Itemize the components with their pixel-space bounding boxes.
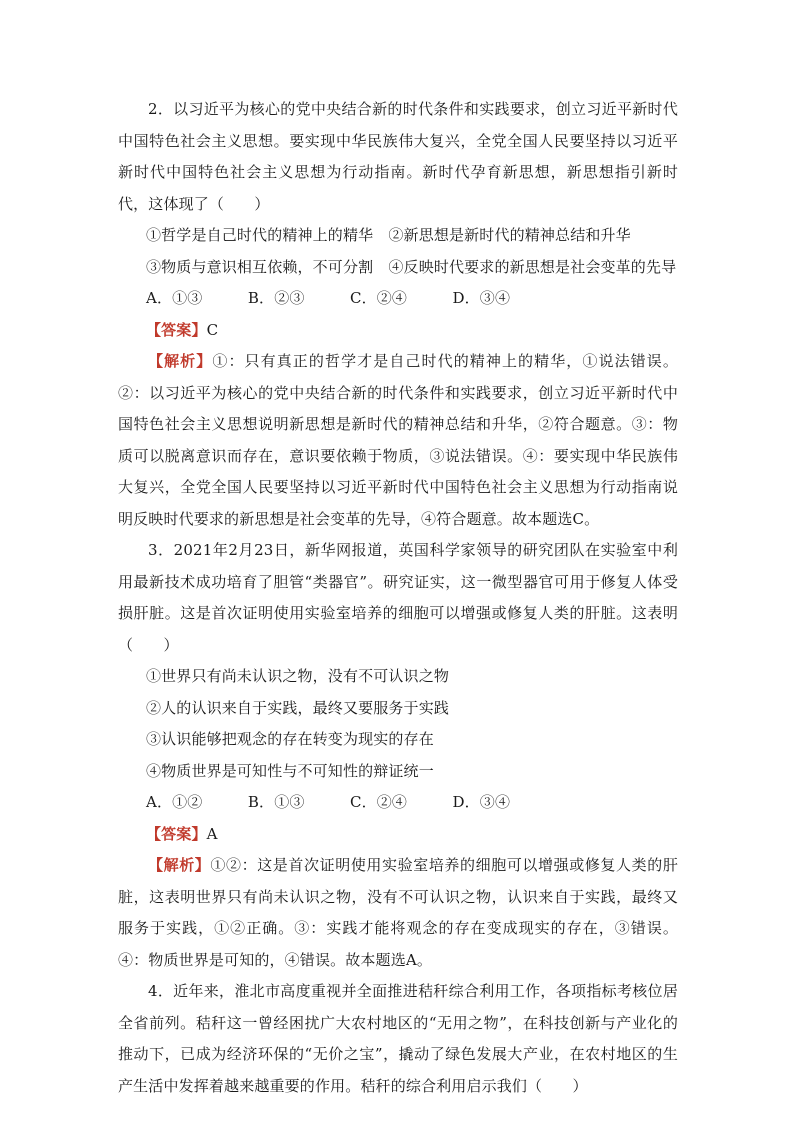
analysis-text: ①②：这是首次证明使用实验室培养的细胞可以增强或修复人类的肝脏，这表明世界只有尚未认识之物，没有不可认识之物，认识来自于实践，最终又服务于实践，①②正确。③：实践才能将观念的存在变成现实的存在，③错误。④：物质世界是可知的，④错误。故本题选A。: [118, 856, 678, 969]
analysis-tag: 【解析】: [148, 352, 213, 370]
question-3-stem: 3．2021年2月23日，新华网报道，英国科学家领导的研究团队在实验室中利用最新技术成功培育了胆管“类器官”。研究证实，这一微型器官可用于修复人体受损肝脏。这是首次证明使用实验室培养的细胞可以增强或修复人类的肝脏。这表明（ ）: [118, 541, 678, 654]
question-3-option-1: ①世界只有尚未认识之物，没有不可认识之物: [146, 667, 450, 685]
question-2-option-line-1: ①哲学是自己时代的精神上的精华 ②新思想是新时代的精神总结和升华: [146, 226, 631, 244]
question-2-stem: 2．以习近平为核心的党中央结合新的时代条件和实践要求，创立习近平新时代中国特色社会主义思想。要实现中华民族伟大复兴，全党全国人民要坚持以习近平新时代中国特色社会主义思想为行动指南。新时代孕育新思想，新思想指引新时代，这体现了（ ）: [118, 100, 678, 213]
question-2-choices: A．①③ B．②③ C．②④ D．③④: [146, 289, 511, 307]
question-2-answer: [118, 315, 678, 347]
answer-value: A: [206, 824, 218, 843]
answer-value: C: [206, 320, 219, 339]
question-3-choices: A．①② B．①③ C．②④ D．③④: [146, 793, 511, 811]
question-3-option-4: ④物质世界是可知性与不可知性的辩证统一: [146, 761, 434, 780]
analysis-tag: 【解析】: [148, 856, 211, 874]
answer-tag: 【答案】: [146, 320, 207, 339]
question-4-stem: 4．近年来，淮北市高度重视并全面推进秸秆综合利用工作，各项指标考核位居全省前列。秸秆这一曾经困扰广大农村地区的“无用之物”，在科技创新与产业化的推动下，已成为经济环保的“无价之宝”，撬动了绿色发展大产业，在农村地区的生产生活中发挥着越来越重要的作用。秸秆的综合利用启示我们（ ）: [118, 982, 678, 1095]
question-3-option-3: ③认识能够把观念的存在转变为现实的存在: [146, 730, 434, 748]
question-3-analysis: [118, 850, 678, 976]
answer-tag: 【答案】: [146, 824, 207, 843]
document-page: [118, 94, 678, 1102]
question-2-option-line-2: ③物质与意识相互依赖，不可分割 ④反映时代要求的新思想是社会变革的先导: [146, 257, 677, 276]
analysis-text: ①：只有真正的哲学才是自己时代的精神上的精华，①说法错误。②：以习近平为核心的党中央结合新的时代条件和实践要求，创立习近平新时代中国特色社会主义思想说明新思想是新时代的精神总结和升华，②符合题意。③：物质可以脱离意识而存在，意识要依赖于物质，③说法错误。④：要实现中华民族伟大复兴，全党全国人民要坚持以习近平新时代中国特色社会主义思想为行动指南说明反映时代要求的新思想是社会变革的先导，④符合题意。故本题选C。: [118, 352, 678, 528]
question-2-analysis: [118, 346, 678, 535]
question-3-option-2: ②人的认识来自于实践，最终又要服务于实践: [146, 698, 450, 717]
question-3-answer: [118, 819, 678, 851]
